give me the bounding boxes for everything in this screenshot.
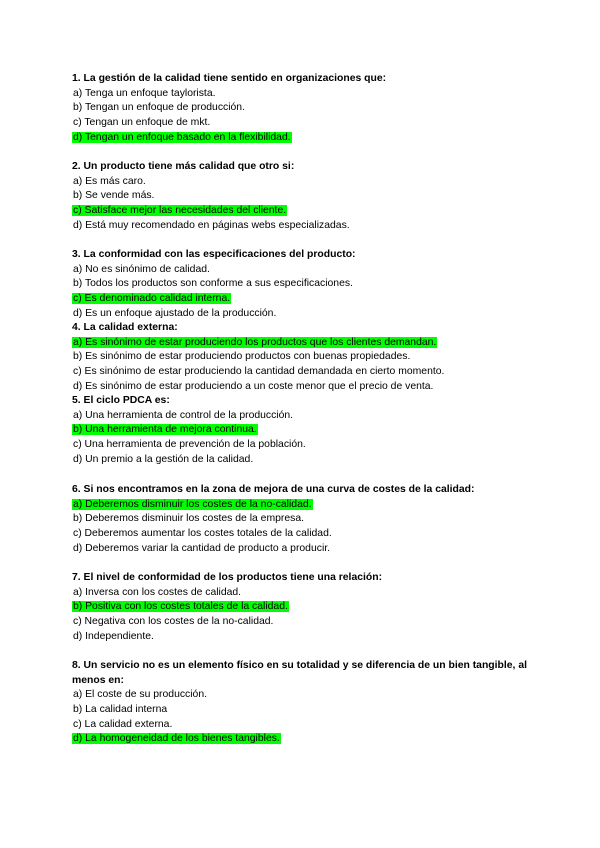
answer-option: c) Una herramienta de prevención de la población. (73, 439, 306, 451)
answer-option: a) Inversa con los costes de calidad. (73, 586, 242, 598)
question-1 (72, 72, 542, 146)
answer-option: c) Es sinónimo de estar produciendo la cantidad demandada en cierto momento. (73, 366, 445, 378)
question-2 (72, 160, 542, 234)
question-8 (72, 659, 542, 747)
answer-option: c) Negativa con los costes de la no-calidad. (73, 616, 274, 628)
answer-option: b) Es sinónimo de estar produciendo productos con buenas propiedades. (73, 351, 411, 363)
answer-option: b) Tengan un enfoque de producción. (73, 102, 245, 114)
question-title: 5. El ciclo PDCA es: (72, 395, 170, 406)
answer-option: b) Deberemos disminuir los costes de la empresa. (73, 513, 304, 525)
answer-option: a) Tenga un enfoque taylorista. (73, 87, 216, 99)
answer-option-correct: a) Es sinónimo de estar produciendo los productos que los clientes demandan. (73, 336, 437, 348)
question-5 (72, 394, 542, 468)
answer-option-correct: d) Tengan un enfoque basado en la flexibilidad. (73, 131, 291, 143)
question-3 (72, 248, 542, 322)
question-title: 4. La calidad externa: (72, 322, 178, 333)
answer-option-correct: c) Satisface mejor las necesidades del cliente. (73, 205, 287, 217)
question-title: 2. Un producto tiene más calidad que otro si: (72, 161, 295, 172)
question-title: 8. Un servicio no es un elemento físico en su totalidad y se diferencia de un bien tangible, al menos en: (72, 660, 527, 686)
answer-option: a) Una herramienta de control de la producción. (73, 409, 294, 421)
answer-option-correct: b) Una herramienta de mejora continua. (73, 424, 257, 436)
question-6 (72, 483, 542, 557)
answer-option-correct: a) Deberemos disminuir los costes de la no-calidad. (73, 498, 312, 510)
answer-option: d) Deberemos variar la cantidad de producto a producir. (73, 542, 331, 554)
question-4 (72, 321, 542, 395)
answer-option: d) Independiente. (73, 630, 154, 642)
question-title: 1. La gestión de la calidad tiene sentido en organizaciones que: (72, 73, 387, 84)
answer-option: c) Deberemos aumentar los costes totales de la calidad. (73, 528, 332, 540)
answer-option: a) No es sinónimo de calidad. (73, 263, 210, 275)
question-title: 7. El nivel de conformidad de los productos tiene una relación: (72, 572, 383, 583)
answer-option: d) Un premio a la gestión de la calidad. (73, 453, 254, 465)
answer-option-correct: b) Positiva con los costes totales de la calidad. (73, 601, 288, 613)
answer-option: c) La calidad externa. (73, 718, 173, 730)
question-7 (72, 571, 542, 645)
answer-option: b) Todos los productos son conforme a sus especificaciones. (73, 278, 353, 290)
answer-option: b) Se vende más. (73, 190, 155, 202)
answer-option: b) La calidad interna (73, 703, 168, 715)
answer-option: d) Es un enfoque ajustado de la producción. (73, 307, 277, 319)
answer-option: a) Es más caro. (73, 175, 146, 187)
answer-option-correct: c) Es denominado calidad interna. (73, 293, 231, 305)
answer-option-correct: d) La homogeneidad de los bienes tangibles. (73, 733, 280, 745)
question-title: 3. La conformidad con las especificaciones del producto: (72, 249, 356, 260)
question-title: 6. Si nos encontramos en la zona de mejora de una curva de costes de la calidad: (72, 484, 475, 495)
answer-option: d) Es sinónimo de estar produciendo a un coste menor que el precio de venta. (73, 380, 434, 392)
answer-option: a) El coste de su producción. (73, 689, 207, 700)
answer-option: d) Está muy recomendado en páginas webs especializadas. (73, 219, 350, 231)
answer-option: c) Tengan un enfoque de mkt. (73, 117, 211, 129)
